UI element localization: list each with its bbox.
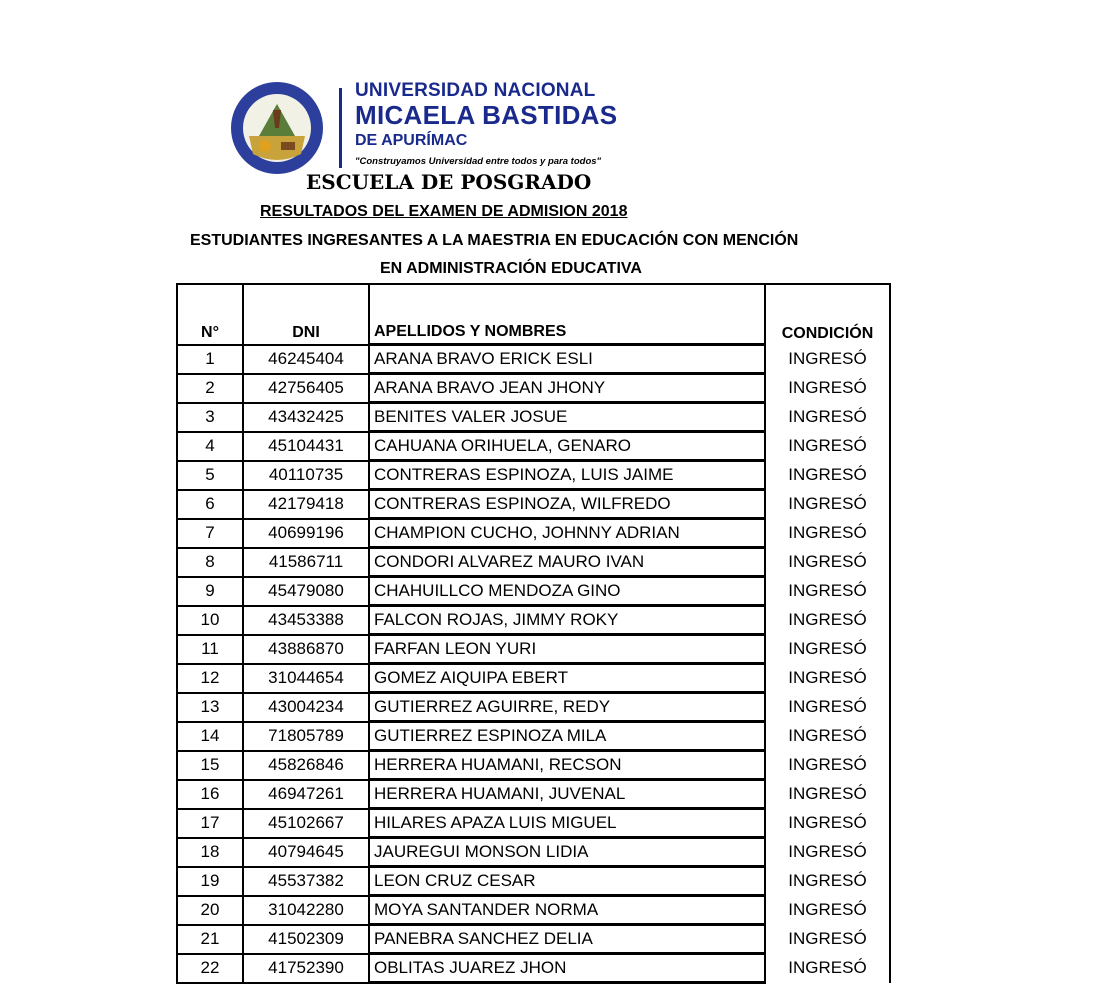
- cell-dni: 43432425: [243, 403, 369, 432]
- university-motto: "Construyamos Universidad entre todos y para todos": [355, 156, 602, 167]
- table-row: [177, 838, 890, 867]
- cell-name: JAUREGUI MONSON LIDIA: [369, 838, 765, 867]
- cell-number: 1: [177, 345, 243, 374]
- cell-number: 7: [177, 519, 243, 548]
- cell-dni: 45104431: [243, 432, 369, 461]
- cell-number: 19: [177, 867, 243, 896]
- cell-condition: INGRESÓ: [765, 490, 890, 519]
- cell-dni: 41502309: [243, 925, 369, 954]
- cell-dni: 45537382: [243, 867, 369, 896]
- cell-condition: INGRESÓ: [765, 664, 890, 693]
- cell-dni: 45479080: [243, 577, 369, 606]
- cell-name: PANEBRA SANCHEZ DELIA: [369, 925, 765, 954]
- cell-dni: 71805789: [243, 722, 369, 751]
- cell-name: ARANA BRAVO ERICK ESLI: [369, 345, 765, 374]
- table-row: [177, 519, 890, 548]
- cell-condition: INGRESÓ: [765, 896, 890, 925]
- cell-dni: 45102667: [243, 809, 369, 838]
- document-title: RESULTADOS DEL EXAMEN DE ADMISION 2018: [260, 203, 628, 220]
- cell-dni: 40699196: [243, 519, 369, 548]
- cell-number: 18: [177, 838, 243, 867]
- cell-condition: INGRESÓ: [765, 635, 890, 664]
- cell-condition: INGRESÓ: [765, 461, 890, 490]
- cell-number: 5: [177, 461, 243, 490]
- cell-name: FALCON ROJAS, JIMMY ROKY: [369, 606, 765, 635]
- university-seal-icon: [229, 80, 325, 176]
- cell-dni: 43453388: [243, 606, 369, 635]
- table-row: [177, 809, 890, 838]
- cell-name: CHAHUILLCO MENDOZA GINO: [369, 577, 765, 606]
- cell-dni: 31044654: [243, 664, 369, 693]
- cell-dni: 42179418: [243, 490, 369, 519]
- table-row: [177, 925, 890, 954]
- cell-number: 12: [177, 664, 243, 693]
- table-row: [177, 345, 890, 374]
- column-header-number: N°: [177, 284, 243, 345]
- school-name: ESCUELA DE POSGRADO: [306, 170, 592, 194]
- university-name-line3: DE APURÍMAC: [355, 132, 468, 149]
- cell-dni: 41752390: [243, 954, 369, 983]
- table-row: [177, 693, 890, 722]
- cell-condition: INGRESÓ: [765, 954, 890, 983]
- table-row: [177, 403, 890, 432]
- table-row: [177, 432, 890, 461]
- table-row: [177, 664, 890, 693]
- table-row: [177, 577, 890, 606]
- cell-number: 11: [177, 635, 243, 664]
- column-header-dni: DNI: [243, 284, 369, 345]
- cell-number: 6: [177, 490, 243, 519]
- table-row: [177, 548, 890, 577]
- document-subtitle-line1: ESTUDIANTES INGRESANTES A LA MAESTRIA EN EDUCACIÓN CON MENCIÓN: [190, 232, 799, 249]
- cell-condition: INGRESÓ: [765, 751, 890, 780]
- table-row: [177, 896, 890, 925]
- table-row: [177, 954, 890, 983]
- cell-number: 21: [177, 925, 243, 954]
- cell-number: 4: [177, 432, 243, 461]
- cell-name: CONTRERAS ESPINOZA, LUIS JAIME: [369, 461, 765, 490]
- cell-dni: 31042280: [243, 896, 369, 925]
- cell-name: LEON CRUZ CESAR: [369, 867, 765, 896]
- cell-dni: 46947261: [243, 780, 369, 809]
- document-subtitle-line2: EN ADMINISTRACIÓN EDUCATIVA: [380, 260, 642, 277]
- cell-dni: 43886870: [243, 635, 369, 664]
- table-row: [177, 722, 890, 751]
- cell-condition: INGRESÓ: [765, 519, 890, 548]
- cell-condition: INGRESÓ: [765, 345, 890, 374]
- cell-condition: INGRESÓ: [765, 809, 890, 838]
- cell-number: 13: [177, 693, 243, 722]
- cell-name: HILARES APAZA LUIS MIGUEL: [369, 809, 765, 838]
- cell-dni: 40794645: [243, 838, 369, 867]
- column-header-name: APELLIDOS Y NOMBRES: [369, 284, 765, 345]
- cell-condition: INGRESÓ: [765, 403, 890, 432]
- cell-number: 2: [177, 374, 243, 403]
- cell-condition: INGRESÓ: [765, 374, 890, 403]
- cell-name: MOYA SANTANDER NORMA: [369, 896, 765, 925]
- cell-condition: INGRESÓ: [765, 838, 890, 867]
- cell-condition: INGRESÓ: [765, 780, 890, 809]
- cell-condition: INGRESÓ: [765, 722, 890, 751]
- cell-dni: 43004234: [243, 693, 369, 722]
- table-row: [177, 374, 890, 403]
- cell-dni: 42756405: [243, 374, 369, 403]
- cell-name: CHAMPION CUCHO, JOHNNY ADRIAN: [369, 519, 765, 548]
- results-table: [176, 283, 891, 984]
- cell-number: 20: [177, 896, 243, 925]
- cell-number: 22: [177, 954, 243, 983]
- table-row: [177, 867, 890, 896]
- table-row: [177, 490, 890, 519]
- university-name-line1: UNIVERSIDAD NACIONAL: [355, 80, 596, 101]
- table-row: [177, 635, 890, 664]
- cell-dni: 40110735: [243, 461, 369, 490]
- table-header-row: [177, 284, 890, 345]
- cell-name: HERRERA HUAMANI, JUVENAL: [369, 780, 765, 809]
- university-logo: [229, 80, 679, 180]
- cell-name: CONDORI ALVAREZ MAURO IVAN: [369, 548, 765, 577]
- cell-condition: INGRESÓ: [765, 577, 890, 606]
- table-row: [177, 751, 890, 780]
- university-name-line2: MICAELA BASTIDAS: [355, 100, 618, 130]
- cell-dni: 45826846: [243, 751, 369, 780]
- cell-condition: INGRESÓ: [765, 432, 890, 461]
- table-row: [177, 780, 890, 809]
- cell-condition: INGRESÓ: [765, 606, 890, 635]
- cell-number: 15: [177, 751, 243, 780]
- cell-name: ARANA BRAVO JEAN JHONY: [369, 374, 765, 403]
- cell-number: 16: [177, 780, 243, 809]
- table-row: [177, 606, 890, 635]
- cell-name: GUTIERREZ ESPINOZA MILA: [369, 722, 765, 751]
- cell-name: FARFAN LEON YURI: [369, 635, 765, 664]
- cell-number: 10: [177, 606, 243, 635]
- cell-number: 3: [177, 403, 243, 432]
- logo-divider: [339, 88, 342, 168]
- cell-condition: INGRESÓ: [765, 548, 890, 577]
- cell-name: BENITES VALER JOSUE: [369, 403, 765, 432]
- column-header-condition: CONDICIÓN: [765, 284, 890, 345]
- cell-number: 9: [177, 577, 243, 606]
- cell-name: HERRERA HUAMANI, RECSON: [369, 751, 765, 780]
- cell-condition: INGRESÓ: [765, 925, 890, 954]
- cell-dni: 41586711: [243, 548, 369, 577]
- cell-dni: 46245404: [243, 345, 369, 374]
- cell-number: 17: [177, 809, 243, 838]
- cell-name: GUTIERREZ AGUIRRE, REDY: [369, 693, 765, 722]
- cell-condition: INGRESÓ: [765, 693, 890, 722]
- cell-name: CONTRERAS ESPINOZA, WILFREDO: [369, 490, 765, 519]
- cell-name: GOMEZ AIQUIPA EBERT: [369, 664, 765, 693]
- cell-name: CAHUANA ORIHUELA, GENARO: [369, 432, 765, 461]
- cell-condition: INGRESÓ: [765, 867, 890, 896]
- cell-number: 14: [177, 722, 243, 751]
- cell-name: OBLITAS JUAREZ JHON: [369, 954, 765, 983]
- cell-number: 8: [177, 548, 243, 577]
- table-row: [177, 461, 890, 490]
